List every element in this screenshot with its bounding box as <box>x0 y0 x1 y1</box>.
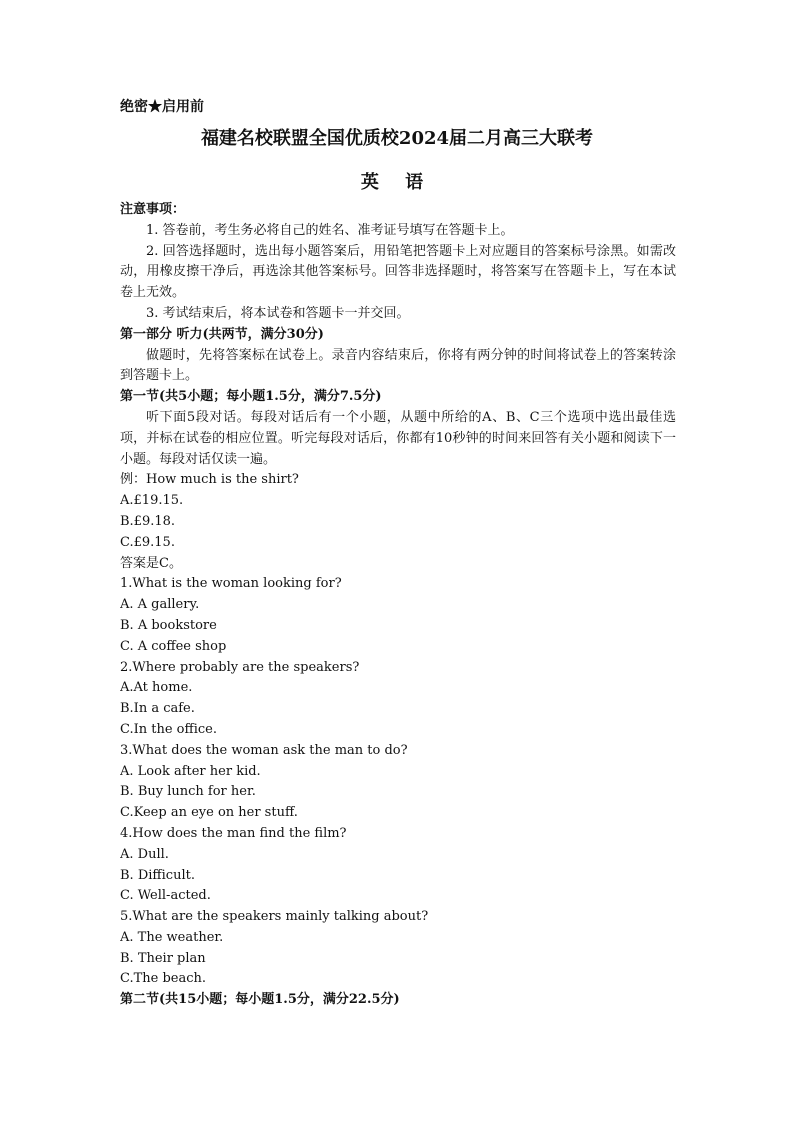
question-2-option-c: C.In the office. <box>120 721 218 737</box>
question-2-option-a: A.At home. <box>120 680 193 696</box>
confidential-label: 绝密★启用前 <box>120 99 204 115</box>
question-1: 1.What is the woman looking for? <box>120 576 342 592</box>
question-5: 5.What are the speakers mainly talking about? <box>120 909 429 925</box>
question-4-option-c: C. Well-acted. <box>120 888 211 904</box>
question-5-option-b: B. Their plan <box>120 950 206 966</box>
note-item-1: 1. 答卷前，考生务必将自己的姓名、准考证号填写在答题卡上。 <box>146 222 514 238</box>
example-question: 例：How much is the shirt? <box>120 472 299 488</box>
example-option-b: B.£9.18. <box>120 513 176 529</box>
question-3: 3.What does the woman ask the man to do? <box>120 742 408 758</box>
example-option-c: C.£9.15. <box>120 534 175 550</box>
question-5-option-c: C.The beach. <box>120 971 207 987</box>
subject-title: 英 语 <box>360 172 434 193</box>
note-item-2: 2. 回答选择题时，选出每小题答案后，用铅笔把答题卡上对应题目的答案标号涂黑。如需改动，用橡皮擦干净后，再选涂其他答案标号。回答非选择题时，将答案写在答题卡上，写在本试卷上无效。 <box>120 243 676 301</box>
example-option-a: A.£19.15. <box>120 493 184 509</box>
question-3-option-c: C.Keep an eye on her stuff. <box>120 805 298 821</box>
question-3-option-b: B. Buy lunch for her. <box>120 784 256 800</box>
section1-intro: 听下面5段对话。每段对话后有一个小题，从题中所给的A、B、C三个选项中选出最佳选项，并标在试卷的相应位置。听完每段对话后，你都有10秒钟的时间来回答有关小题和阅读下一小题。每段对话仅读一遍。 <box>120 409 676 467</box>
exam-body <box>120 200 676 1011</box>
question-2-option-b: B.In a cafe. <box>120 701 195 717</box>
question-2: 2.Where probably are the speakers? <box>120 659 360 675</box>
question-4-option-a: A. Dull. <box>120 846 169 862</box>
question-3-option-a: A. Look after her kid. <box>120 763 261 779</box>
question-4-option-b: B. Difficult. <box>120 867 195 883</box>
question-4: 4.How does the man find the film? <box>120 825 347 841</box>
question-5-option-a: A. The weather. <box>120 929 224 945</box>
part1-intro: 做题时，先将答案标在试卷上。录音内容结束后，你将有两分钟的时间将试卷上的答案转涂到答题卡上。 <box>120 347 676 384</box>
part1-heading: 第一部分 听力(共两节，满分30分) <box>120 326 324 342</box>
question-1-option-c: C. A coffee shop <box>120 638 227 654</box>
question-1-option-a: A. A gallery. <box>120 597 200 613</box>
section2-heading: 第二节(共15小题；每小题1.5分，满分22.5分) <box>120 992 400 1008</box>
notes-heading: 注意事项： <box>120 202 186 217</box>
note-item-3: 3. 考试结束后，将本试卷和答题卡一并交回。 <box>146 305 410 321</box>
example-answer: 答案是C。 <box>120 555 182 571</box>
exam-title: 福建名校联盟全国优质校2024届二月高三大联考 <box>200 128 594 149</box>
question-1-option-b: B. A bookstore <box>120 617 217 633</box>
section1-heading: 第一节(共5小题；每小题1.5分，满分7.5分) <box>120 389 382 405</box>
